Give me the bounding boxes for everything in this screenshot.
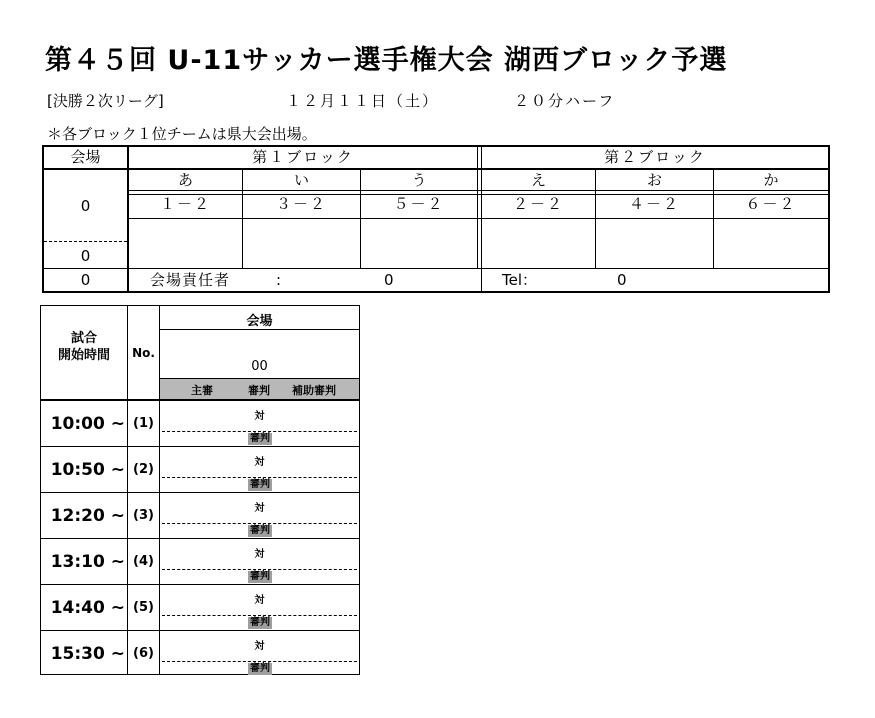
versus-label: 対 bbox=[254, 549, 265, 560]
matchup-label: ６－２ bbox=[745, 195, 797, 213]
matchup-label: ４－２ bbox=[628, 195, 680, 213]
start-time-label: 試合 bbox=[70, 331, 97, 346]
referee-tag: 審判 bbox=[250, 525, 270, 536]
row-divider bbox=[41, 492, 359, 493]
matchup-line bbox=[162, 477, 357, 478]
block2-title: 第２ブロック bbox=[604, 148, 706, 166]
referee-label: 主審 bbox=[191, 384, 213, 397]
referee-tag: 審判 bbox=[250, 663, 270, 674]
team-label: え bbox=[530, 171, 546, 189]
date-label: １２月１１日（土） bbox=[286, 92, 440, 110]
team-label: お bbox=[646, 171, 662, 189]
matchup-line bbox=[162, 661, 357, 662]
matchup-line bbox=[162, 431, 357, 432]
row-divider bbox=[41, 630, 359, 631]
round-label: [決勝２次リーグ] bbox=[47, 92, 164, 110]
venue-header: 会場 bbox=[70, 148, 101, 166]
row-divider bbox=[41, 446, 359, 447]
matchup-label: ５－２ bbox=[393, 195, 445, 213]
venue-value: 0 bbox=[80, 271, 91, 289]
referee-tag: 審判 bbox=[250, 571, 270, 582]
referee-tag: 審判 bbox=[250, 433, 270, 444]
schedule-table bbox=[40, 305, 360, 675]
team-label: あ bbox=[177, 171, 193, 189]
match-number: (6) bbox=[133, 646, 154, 661]
match-start-time: 10:50 ~ bbox=[50, 460, 125, 480]
match-number: (1) bbox=[133, 416, 154, 431]
match-start-time: 13:10 ~ bbox=[50, 552, 125, 572]
manager-value: 0 bbox=[384, 271, 394, 289]
versus-label: 対 bbox=[254, 457, 265, 468]
matchup-line bbox=[162, 615, 357, 616]
match-start-time: 12:20 ~ bbox=[50, 506, 125, 526]
match-start-time: 15:30 ~ bbox=[50, 644, 125, 664]
versus-label: 対 bbox=[254, 411, 265, 422]
row-divider bbox=[41, 538, 359, 539]
tel-value: 0 bbox=[617, 271, 627, 289]
referee-tag: 審判 bbox=[250, 479, 270, 490]
match-start-time: 10:00 ~ bbox=[50, 414, 125, 434]
match-number: (3) bbox=[133, 508, 154, 523]
referee-label: 補助審判 bbox=[292, 384, 336, 397]
match-start-time: 14:40 ~ bbox=[50, 598, 125, 618]
match-number: (4) bbox=[133, 554, 154, 569]
document-title: 第４５回 U-11サッカー選手権大会 湖西ブロック予選 bbox=[45, 45, 728, 76]
versus-label: 対 bbox=[254, 503, 265, 514]
match-number: (5) bbox=[133, 600, 154, 615]
venue-value: 0 bbox=[80, 197, 91, 215]
matchup-line bbox=[162, 523, 357, 524]
matchup-line bbox=[162, 569, 357, 570]
manager-colon: : bbox=[276, 271, 282, 289]
matchup-label: ３－２ bbox=[275, 195, 327, 213]
referee-tag: 審判 bbox=[250, 617, 270, 628]
matchup-label: １－２ bbox=[159, 195, 211, 213]
team-label: う bbox=[411, 171, 427, 189]
team-label: い bbox=[293, 171, 309, 189]
team-label: か bbox=[763, 171, 779, 189]
venue-header: 会場 bbox=[246, 314, 273, 329]
venue-value: 00 bbox=[251, 359, 268, 374]
block1-title: 第１ブロック bbox=[252, 148, 354, 166]
start-time-header bbox=[41, 330, 127, 364]
versus-label: 対 bbox=[254, 595, 265, 606]
venue-value: 0 bbox=[80, 247, 91, 265]
start-time-label: 開始時間 bbox=[57, 348, 110, 363]
row-divider bbox=[41, 584, 359, 585]
no-header: No. bbox=[132, 346, 155, 360]
half-label: ２０分ハーフ bbox=[514, 92, 616, 110]
referee-label: 審判 bbox=[248, 384, 270, 397]
versus-label: 対 bbox=[254, 641, 265, 652]
qualification-note: ＊各ブロック１位チームは県大会出場。 bbox=[47, 125, 317, 143]
manager-label: 会場責任者 bbox=[150, 271, 231, 289]
matchup-label: ２－２ bbox=[512, 195, 564, 213]
block-table bbox=[42, 145, 830, 293]
tel-label: Tel： bbox=[502, 271, 538, 289]
match-number: (2) bbox=[133, 462, 154, 477]
